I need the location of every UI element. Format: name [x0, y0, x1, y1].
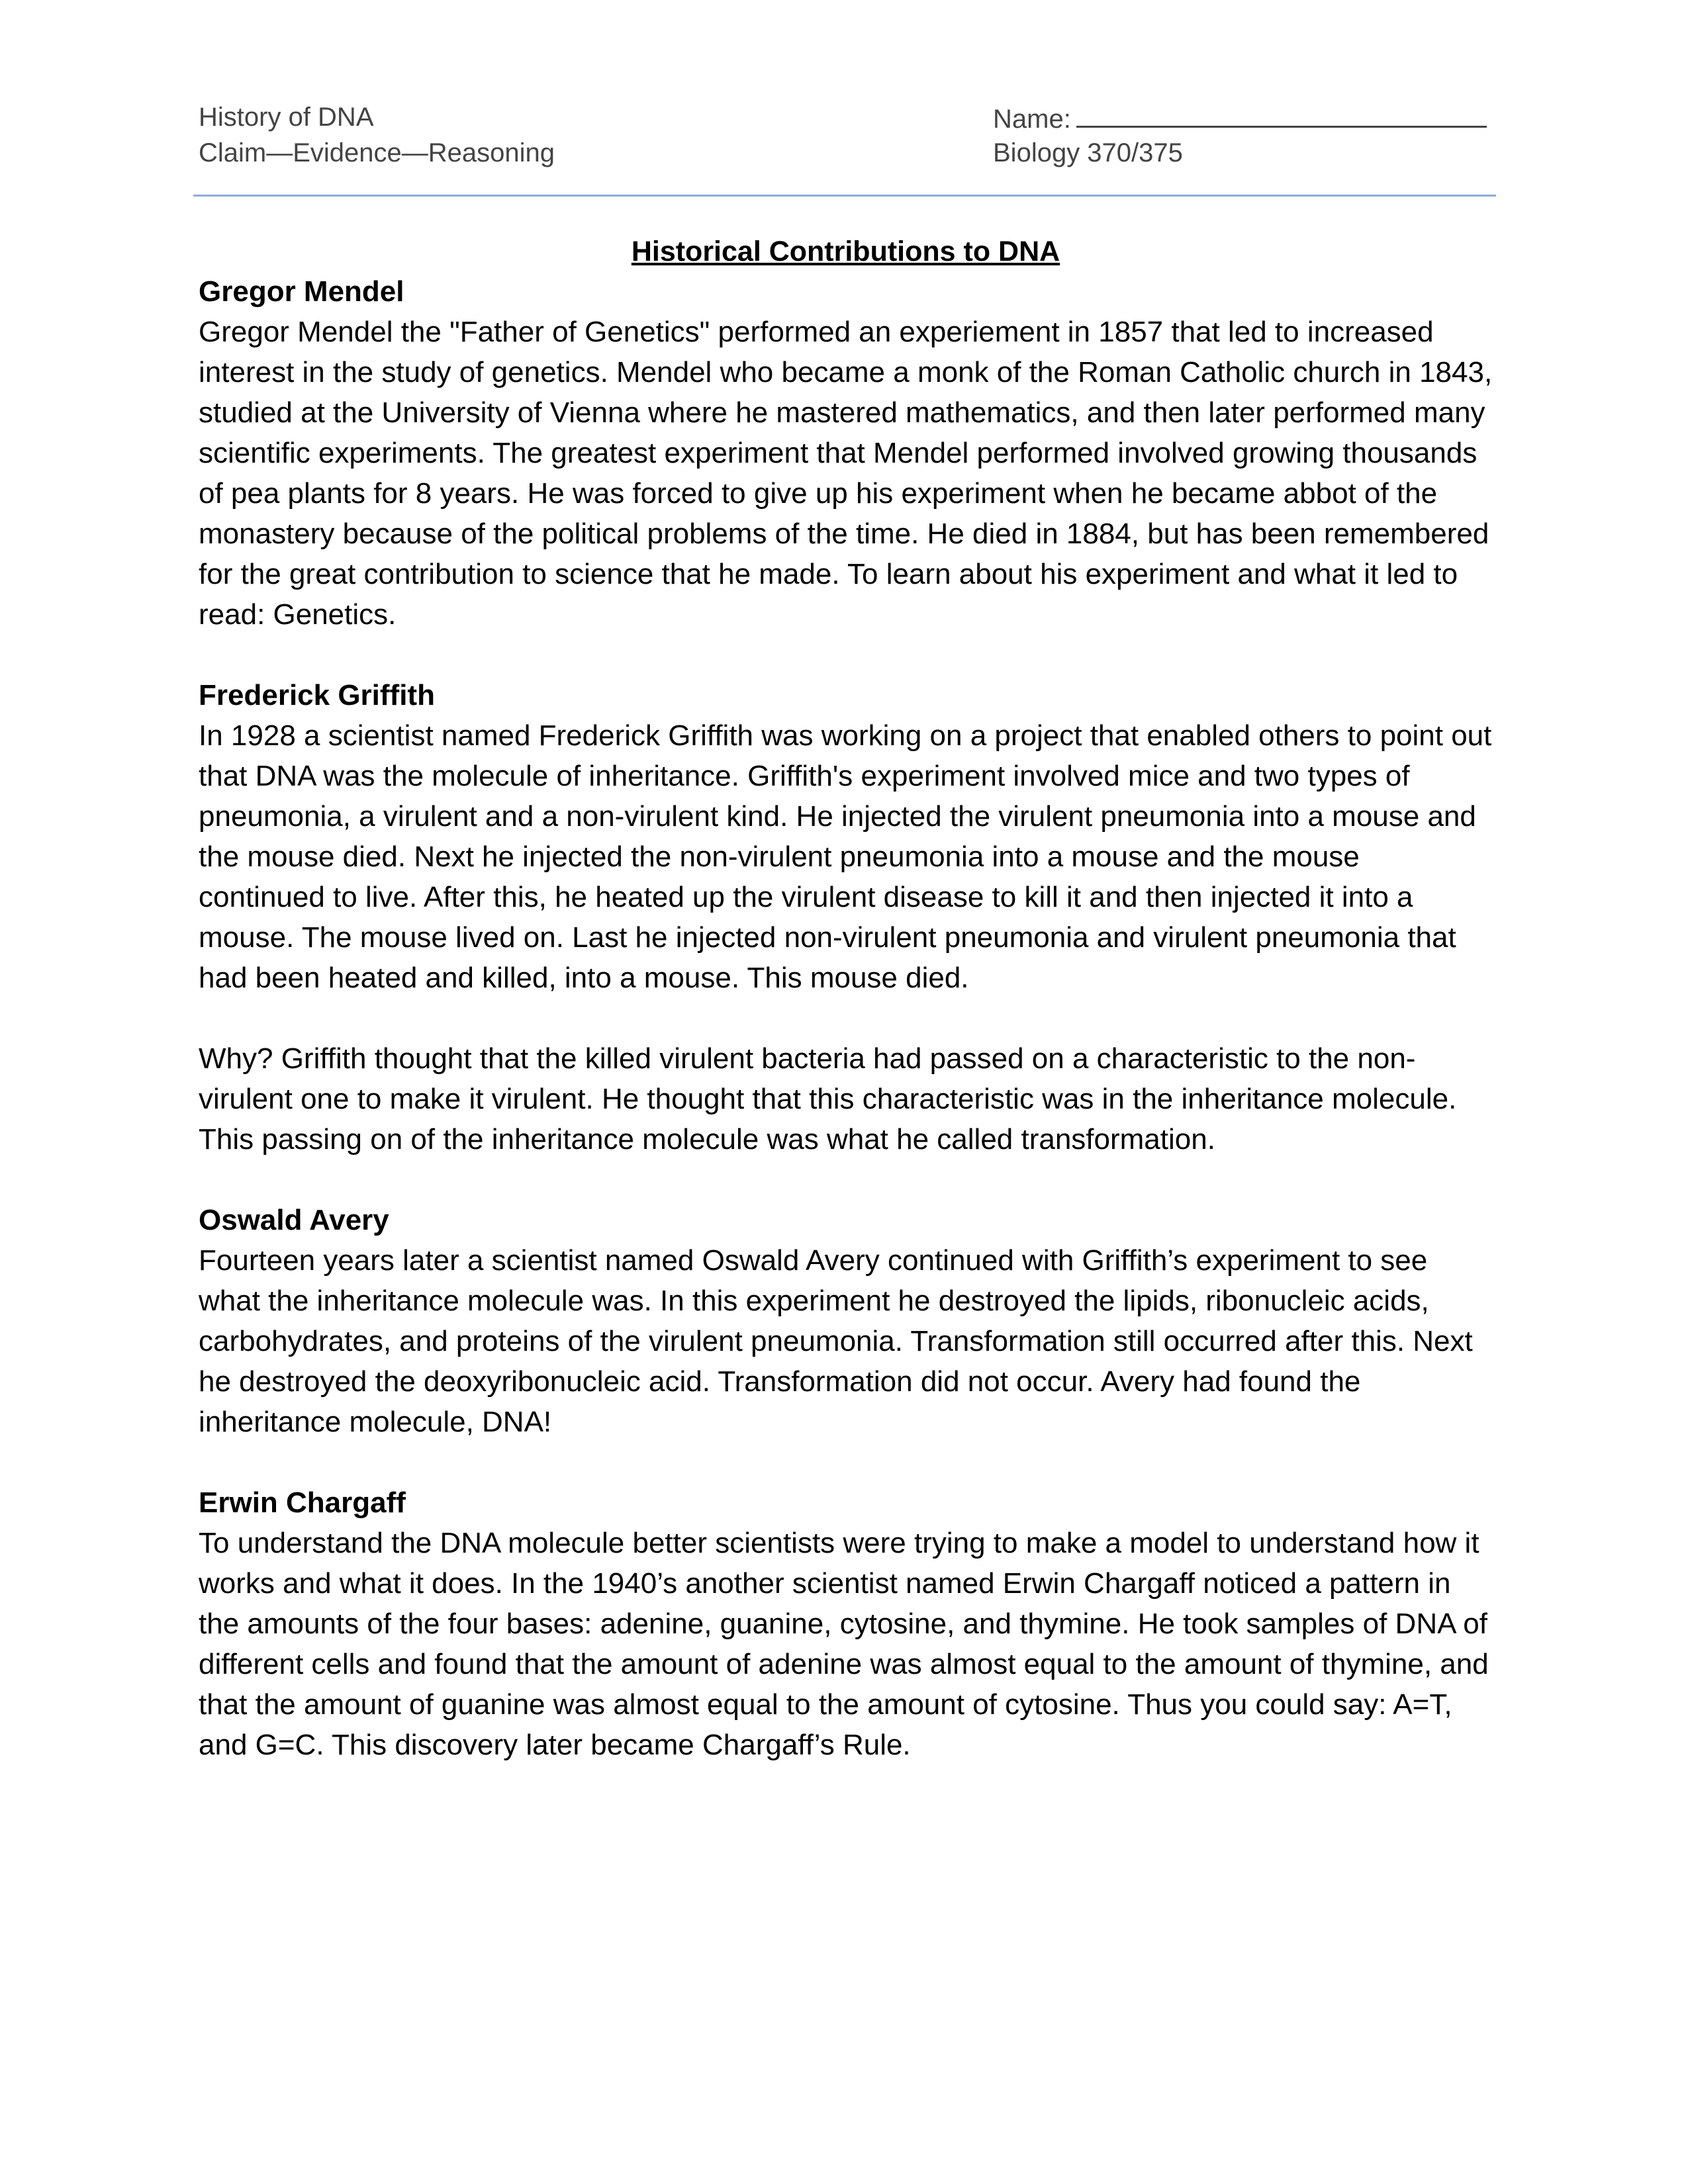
section-heading: Gregor Mendel [199, 275, 404, 308]
document-body [199, 232, 1493, 1765]
section-mendel [199, 271, 1493, 635]
section-heading: Oswald Avery [199, 1204, 389, 1236]
section-paragraph: Gregor Mendel the "Father of Genetics" performed an experiement in 1857 that led to increased interest in the study of genetics. Mendel who became a monk of the Roman Catholic church in 1843, studied at the University of Vienna where he mastered mathematics, and then later performed many scientific experiments. The greatest experiment that Mendel performed involved growing thousands of pea plants for 8 years. He was forced to give up his experiment when he became abbot of the monastery because of the political problems of the time. He died in 1884, but has been remembered for the great contribution to science that he made. To learn about his experiment and what it led to read: Genetics. [199, 316, 1493, 631]
header-name-field [993, 99, 1487, 137]
name-blank-line [1076, 99, 1487, 128]
section-chargaff [199, 1482, 1493, 1765]
document-title: Historical Contributions to DNA [631, 236, 1060, 267]
section-paragraph: In 1928 a scientist named Frederick Griffith was working on a project that enabled others to point out that DNA was the molecule of inheritance. Griffith's experiment involved mice and two types of pneumonia, a virulent and a non-virulent kind. He injected the virulent pneumonia into a mouse and the mouse died. Next he injected the non-virulent pneumonia into a mouse and the mouse continued to live. After this, he heated up the virulent disease to kill it and then injected it into a mouse. The mouse lived on. Last he injected non-virulent pneumonia and virulent pneumonia that had been heated and killed, into a mouse. This mouse died. [199, 719, 1492, 994]
section-heading: Frederick Griffith [199, 679, 435, 711]
section-griffith [199, 675, 1493, 1160]
section-paragraph: To understand the DNA molecule better scientists were trying to make a model to understand how it works and what it does. In the 1940’s another scientist named Erwin Chargaff noticed a pattern in the amounts of the four bases: adenine, guanine, cytosine, and thymine. He took samples of DNA of different cells and found that the amount of adenine was almost equal to the amount of thymine, and that the amount of guanine was almost equal to the amount of cytosine. Thus you could say: A=T, and G=C. This discovery later became Chargaff’s Rule. [199, 1527, 1489, 1761]
section-paragraph: Fourteen years later a scientist named Oswald Avery continued with Griffith’s experiment to see what the inheritance molecule was. In this experiment he destroyed the lipids, ribonucleic acids, carbohydrates, and proteins of the virulent pneumonia. Transformation still occurred after this. Next he destroyed the deoxyribonucleic acid. Transformation did not occur. Avery had found the inheritance molecule, DNA! [199, 1244, 1473, 1438]
section-avery [199, 1200, 1493, 1442]
header-divider [193, 195, 1496, 197]
header-unit-title: History of DNA [199, 103, 374, 132]
section-paragraph: Why? Griffith thought that the killed virulent bacteria had passed on a characteristic to the non-virulent one to make it virulent. He thought that this characteristic was in the inheritance molecule. This passing on of the inheritance molecule was what he called transformation. [199, 1042, 1457, 1156]
section-heading: Erwin Chargaff [199, 1486, 406, 1519]
name-label: Name: [993, 105, 1071, 134]
header-assignment-type: Claim—Evidence—Reasoning [199, 138, 555, 167]
header-course: Biology 370/375 [993, 138, 1183, 167]
page-header [199, 99, 1493, 192]
